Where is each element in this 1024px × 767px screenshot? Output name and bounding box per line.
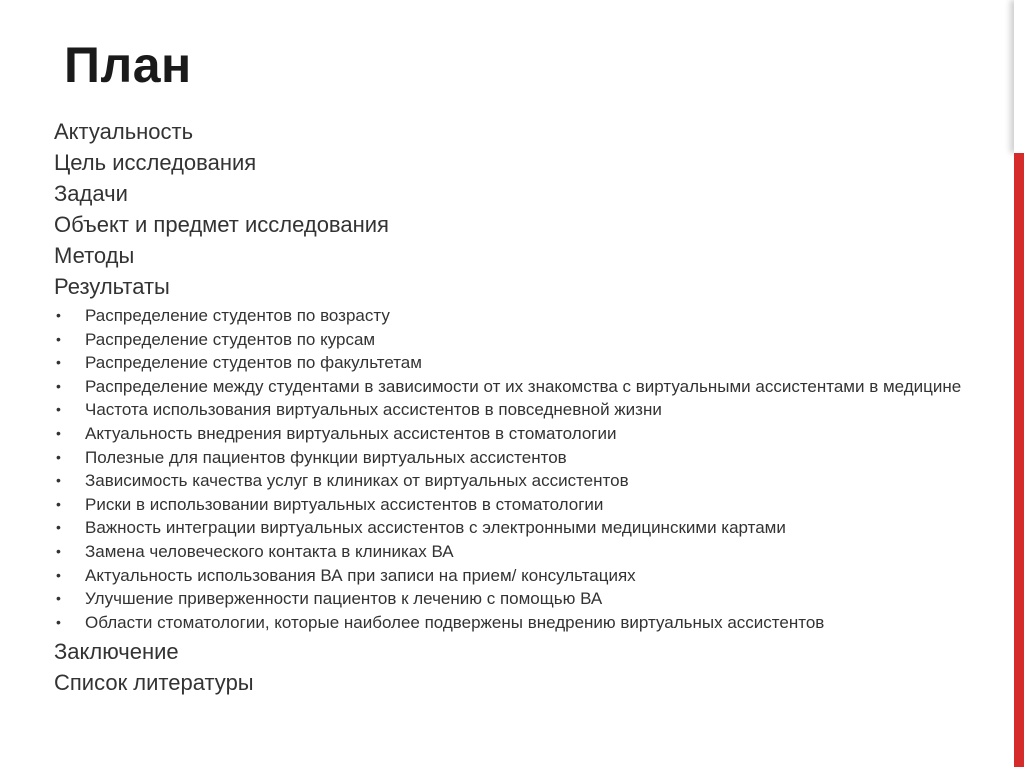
bullet-icon: • [56, 448, 61, 465]
results-subitem-text: Распределение студентов по возрасту [85, 306, 390, 325]
results-subitem [54, 493, 980, 517]
plan-item-conclusion: Заключение [54, 639, 179, 665]
results-subitem-text: Области стоматологии, которые наиболее подвержены внедрению виртуальных ассистентов [85, 612, 825, 632]
results-subitem [54, 375, 980, 399]
results-subitem-text: Актуальность внедрения виртуальных ассистентов в стоматологии [85, 423, 617, 443]
results-subitem [54, 398, 980, 422]
results-subitem-text: Частота использования виртуальных ассистентов в повседневной жизни [85, 400, 662, 420]
results-subitem-text: Риски в использовании виртуальных ассистентов в стоматологии [85, 494, 604, 514]
bullet-icon: • [56, 330, 61, 347]
bullet-icon: • [56, 613, 61, 630]
bullet-icon: • [56, 566, 61, 583]
results-subitem [54, 540, 980, 564]
results-subitem [54, 469, 980, 493]
results-sublist [54, 304, 980, 634]
results-subitem-text: Улучшение приверженности пациентов к лечению с помощью ВА [85, 589, 603, 609]
bullet-icon: • [56, 519, 61, 536]
results-subitem-text: Распределение студентов по факультетам [85, 353, 422, 373]
plan-item-results: Результаты [54, 274, 170, 299]
results-subitem-text: Важность интеграции виртуальных ассистентов с электронными медицинскими картами [85, 518, 786, 538]
edge-stripe-white [1014, 0, 1024, 153]
bullet-icon: • [56, 307, 61, 323]
results-subitem [54, 422, 980, 446]
results-subitem-text: Зависимость качества услуг в клиниках от виртуальных ассистентов [85, 471, 629, 491]
results-subitem [54, 304, 980, 328]
plan-item-goal: Цель исследования [54, 150, 257, 175]
results-subitem [54, 611, 980, 635]
plan-item-methods: Методы [54, 243, 135, 268]
bullet-icon: • [56, 401, 61, 418]
results-subitem [54, 564, 980, 588]
results-subitem [54, 351, 980, 375]
results-subitem-text: Распределение студентов по курсам [85, 329, 376, 349]
results-subitem [54, 516, 980, 540]
bullet-icon: • [56, 542, 61, 559]
results-subitem [54, 446, 980, 470]
bullet-icon: • [56, 377, 61, 394]
results-subitem-text: Замена человеческого контакта в клиниках ВА [85, 541, 454, 561]
results-subitem [54, 587, 980, 611]
bullet-icon: • [56, 424, 61, 441]
plan-list [54, 116, 980, 698]
results-subitem-text: Актуальность использования ВА при записи на прием/ консультациях [85, 565, 636, 585]
bullet-icon: • [56, 354, 61, 371]
edge-stripe-red [1014, 153, 1024, 767]
bullet-icon: • [56, 495, 61, 512]
results-subitem-text: Полезные для пациентов функции виртуальных ассистентов [85, 447, 567, 467]
plan-item-references: Список литературы [54, 670, 254, 696]
plan-item-relevance: Актуальность [54, 119, 194, 144]
results-subitem-text: Распределение между студентами в зависимости от их знакомства с виртуальными ассистентами в медицине [85, 376, 962, 396]
bullet-icon: • [56, 472, 61, 489]
slide-title: План [64, 37, 192, 93]
plan-item-object-subject: Объект и предмет исследования [54, 212, 389, 237]
results-subitem [54, 328, 980, 352]
plan-item-tasks: Задачи [54, 181, 128, 206]
bullet-icon: • [56, 590, 61, 607]
